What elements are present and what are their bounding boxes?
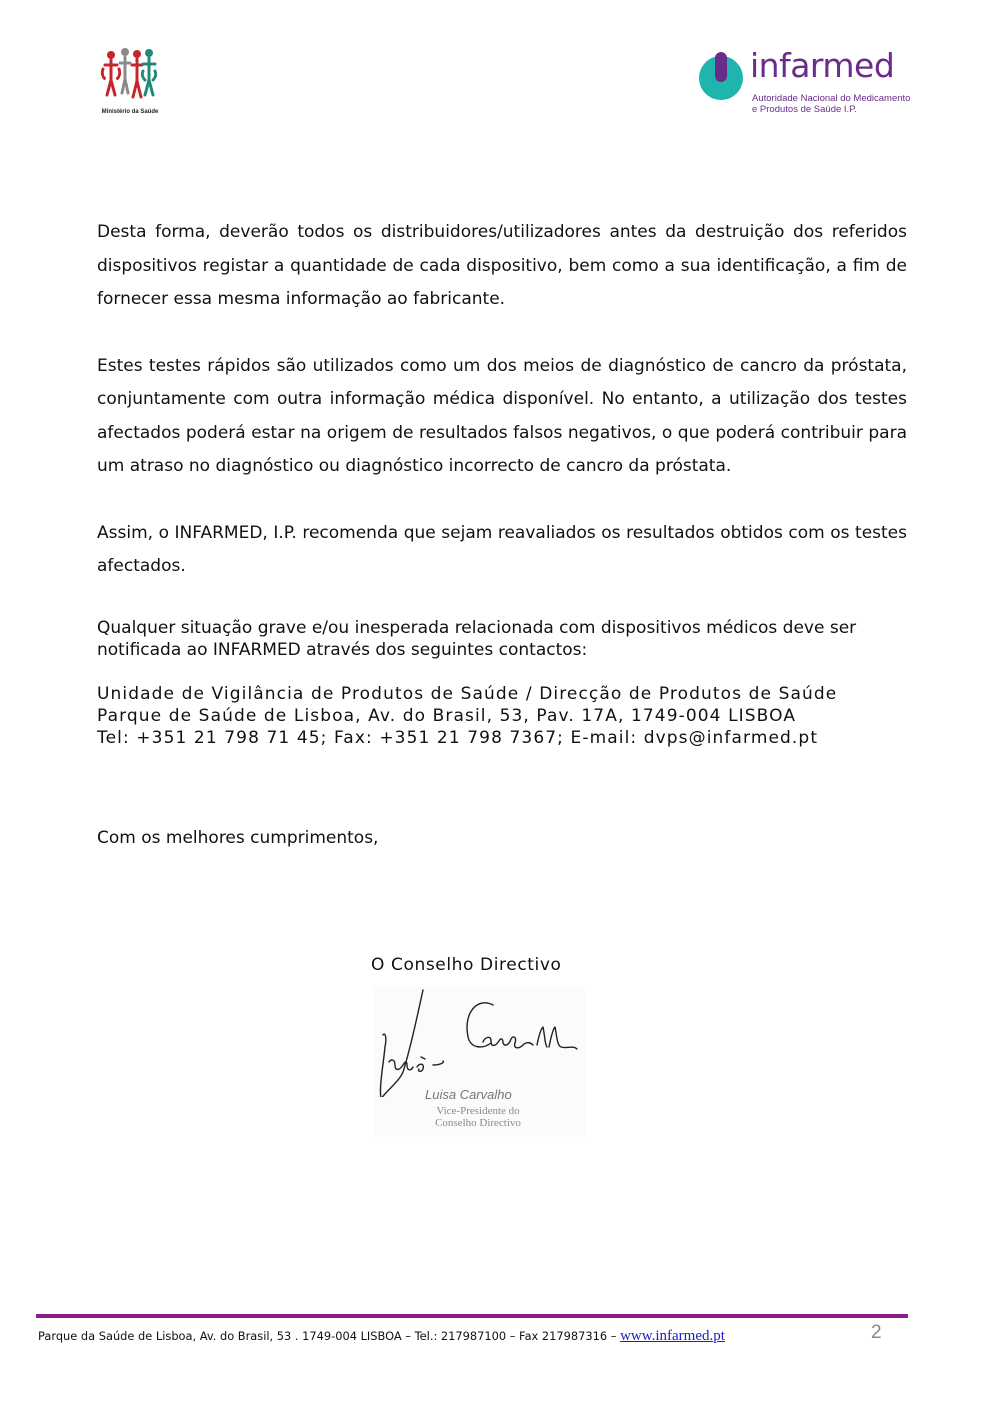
contact-block <box>97 683 907 749</box>
ministerio-logo-figures-icon <box>97 45 161 109</box>
infarmed-tagline-line-1: Autoridade Nacional do Medicamento <box>752 93 911 104</box>
closing-salutation: Com os melhores cumprimentos, <box>97 827 379 848</box>
infarmed-logo <box>697 46 911 122</box>
contact-address: Parque de Saúde de Lisboa, Av. do Brasil, 53, Pav. 17A, 1749-004 LISBOA <box>97 705 797 726</box>
contact-phone-email: Tel: +351 21 798 71 45; Fax: +351 21 798 7367; E-mail: dvps@infarmed.pt <box>97 727 819 748</box>
ministerio-da-saude-logo <box>97 45 161 119</box>
paragraph-destruction-registration: Desta forma, deverão todos os distribuidores/utilizadores antes da destruição dos referidos dispositivos registar a quantidade de cada dispositivo, bem como a sua identificação, a fim de fornecer essa mesma informação ao fabricante. <box>97 222 907 309</box>
paragraph-diagnostic-risk: Estes testes rápidos são utilizados como um dos meios de diagnóstico de cancro da próstata, conjuntamente com outra informação médica disponível. No entanto, a utilização dos testes afectados poderá estar na origem de resultados falsos negativos, o que poderá contribuir para um atraso no diagnóstico ou diagnóstico incorrecto de cancro da próstata. <box>97 355 907 476</box>
board-title: O Conselho Directivo <box>371 955 562 975</box>
signatory-role <box>417 1105 539 1129</box>
ministerio-logo-caption: Ministério da Saúde <box>101 109 159 115</box>
infarmed-mark-icon <box>697 52 745 100</box>
contact-unit: Unidade de Vigilância de Produtos de Saúde / Direcção de Produtos de Saúde <box>97 683 838 704</box>
infarmed-tagline-line-2: e Produtos de Saúde I.P. <box>752 104 857 115</box>
page-number: 2 <box>871 1322 882 1343</box>
infarmed-logo-tagline <box>752 93 910 115</box>
handwritten-signature-icon <box>373 987 585 1097</box>
paragraph-recommendation: Assim, o INFARMED, I.P. recomenda que sejam reavaliados os resultados obtidos com os testes afectados. <box>97 522 907 576</box>
signatory-role-line-1: Vice-Presidente do <box>436 1105 520 1117</box>
letter-body <box>97 216 907 849</box>
signature-block <box>373 987 585 1137</box>
footer-address: Parque da Saúde de Lisboa, Av. do Brasil, 53 . 1749-004 LISBOA – Tel.: 217987100 – Fax 217987316 – <box>38 1329 621 1343</box>
footer <box>38 1328 725 1345</box>
paragraph-notification: Qualquer situação grave e/ou inesperada relacionada com dispositivos médicos deve ser notificada ao INFARMED através dos seguintes contactos: <box>97 617 857 660</box>
footer-website-link[interactable]: www.infarmed.pt <box>620 1328 725 1344</box>
signatory-role-line-2: Conselho Directivo <box>435 1117 521 1129</box>
footer-divider <box>36 1314 908 1318</box>
infarmed-logo-name: infarmed <box>750 46 895 85</box>
signatory-name: Luisa Carvalho <box>425 1087 512 1102</box>
